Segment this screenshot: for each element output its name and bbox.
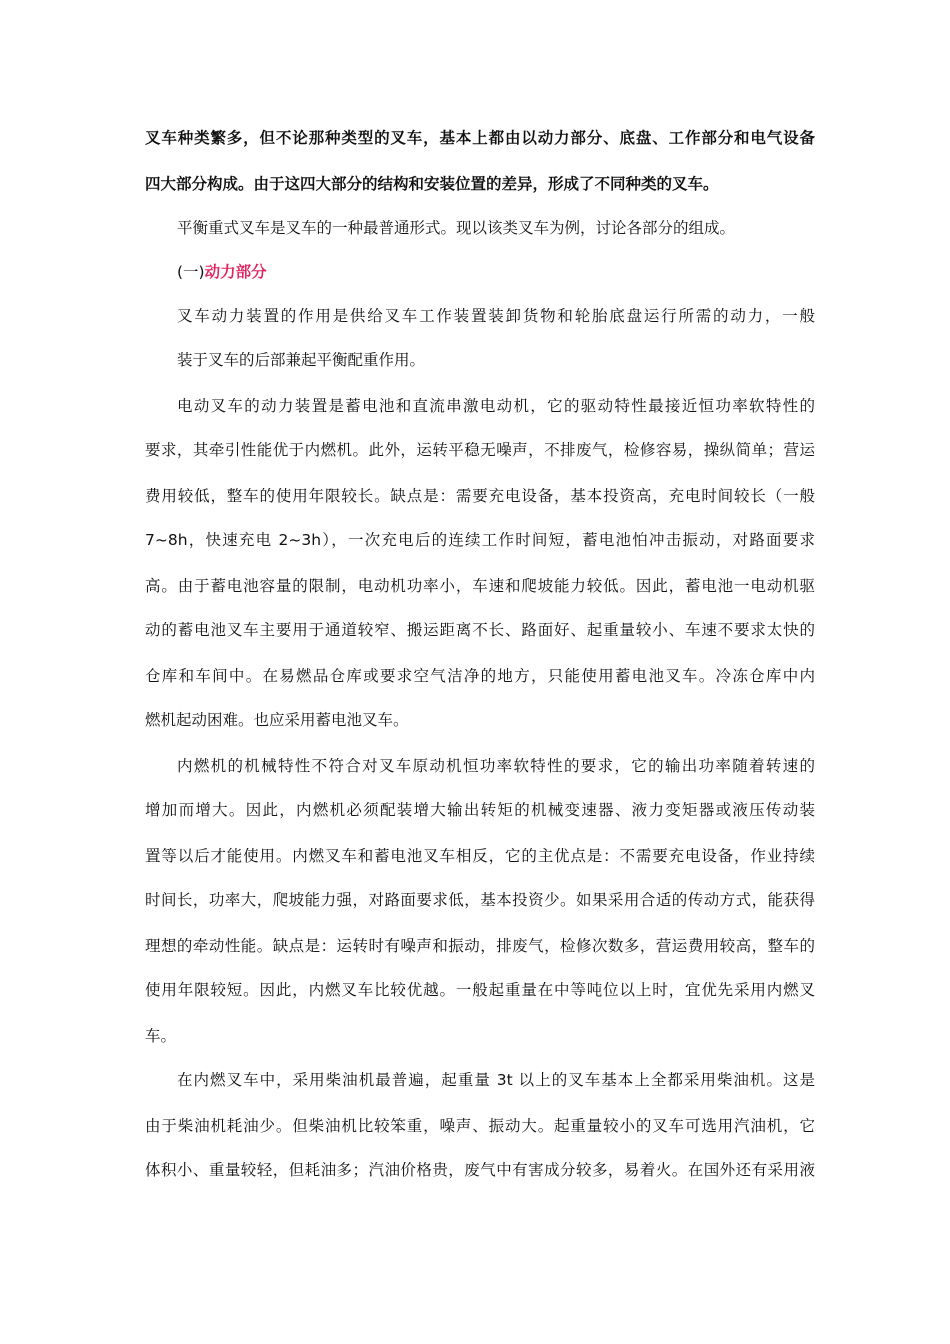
paragraph-6-line-3: 体积小、重量较轻，但耗油多；汽油价格贵，废气中有害成分较多，易着火。在国外还有采用液 bbox=[145, 1161, 815, 1179]
paragraph-5-line-2: 增加而增大。因此，内燃机必须配装增大输出转矩的机械变速器、液力变矩器或液压传动装 bbox=[145, 801, 815, 819]
paragraph-5-line-6: 使用年限较短。因此，内燃叉车比较优越。一般起重量在中等吨位以上时，宜优先采用内燃叉 bbox=[145, 981, 815, 999]
section-heading-title: 动力部分 bbox=[204, 263, 267, 281]
paragraph-4-line-3: 费用较低，整车的使用年限较长。缺点是：需要充电设备，基本投资高，充电时间较长（一般 bbox=[145, 487, 815, 505]
paragraph-6-line-2: 由于柴油机耗油少。但柴油机比较笨重，噪声、振动大。起重量较小的叉车可选用汽油机，它 bbox=[145, 1117, 815, 1135]
paragraph-4-line-6: 动的蓄电池叉车主要用于通道较窄、搬运距离不长、路面好、起重量较小、车速不要求太快的 bbox=[145, 621, 815, 639]
paragraph-1-line-2: 四大部分构成。由于这四大部分的结构和安装位置的差异，形成了不同种类的叉车。 bbox=[145, 175, 719, 193]
paragraph-1-line-1: 叉车种类繁多，但不论那种类型的叉车，基本上都由以动力部分、底盘、工作部分和电气设备 bbox=[145, 129, 815, 147]
section-heading-number: (一) bbox=[177, 263, 205, 281]
paragraph-5-line-4: 时间长，功率大，爬坡能力强，对路面要求低，基本投资少。如果采用合适的传动方式，能获得 bbox=[145, 891, 815, 909]
paragraph-4-line-1: 电动叉车的动力装置是蓄电池和直流串激电动机，它的驱动特性最接近恒功率软特性的 bbox=[177, 397, 815, 415]
paragraph-4-line-2: 要求，其牵引性能优于内燃机。此外，运转平稳无噪声，不排废气，检修容易，操纵简单；营运 bbox=[145, 441, 815, 459]
paragraph-4-line-4: 7~8h，快速充电 2~3h），一次充电后的连续工作时间短，蓄电池怕冲击振动，对路面要求 bbox=[145, 531, 815, 549]
paragraph-4-line-8: 燃机起动困难。也应采用蓄电池叉车。 bbox=[145, 711, 409, 729]
paragraph-6-line-1: 在内燃叉车中，采用柴油机最普遍，起重量 3t 以上的叉车基本上全都采用柴油机。这是 bbox=[177, 1071, 815, 1089]
paragraph-4-line-7: 仓库和车间中。在易燃品仓库或要求空气洁净的地方，只能使用蓄电池叉车。冷冻仓库中内 bbox=[145, 667, 815, 685]
paragraph-5-line-7: 车。 bbox=[145, 1027, 177, 1045]
paragraph-3-line-2: 装于叉车的后部兼起平衡配重作用。 bbox=[177, 351, 426, 369]
section-heading bbox=[177, 262, 815, 282]
paragraph-3-line-1: 叉车动力装置的作用是供给叉车工作装置装卸货物和轮胎底盘运行所需的动力，一般 bbox=[177, 307, 815, 325]
paragraph-5-line-1: 内燃机的机械特性不符合对叉车原动机恒功率软特性的要求，它的输出功率随着转速的 bbox=[177, 757, 815, 775]
paragraph-5-line-3: 置等以后才能使用。内燃叉车和蓄电池叉车相反，它的主优点是：不需要充电设备，作业持续 bbox=[145, 847, 815, 865]
paragraph-5-line-5: 理想的牵动性能。缺点是：运转时有噪声和振动，排废气，检修次数多，营运费用较高，整车的 bbox=[145, 937, 815, 955]
paragraph-2-line-1: 平衡重式叉车是叉车的一种最普通形式。现以该类叉车为例，讨论各部分的组成。 bbox=[177, 219, 736, 237]
paragraph-4-line-5: 高。由于蓄电池容量的限制，电动机功率小，车速和爬坡能力较低。因此，蓄电池一电动机驱 bbox=[145, 577, 815, 595]
